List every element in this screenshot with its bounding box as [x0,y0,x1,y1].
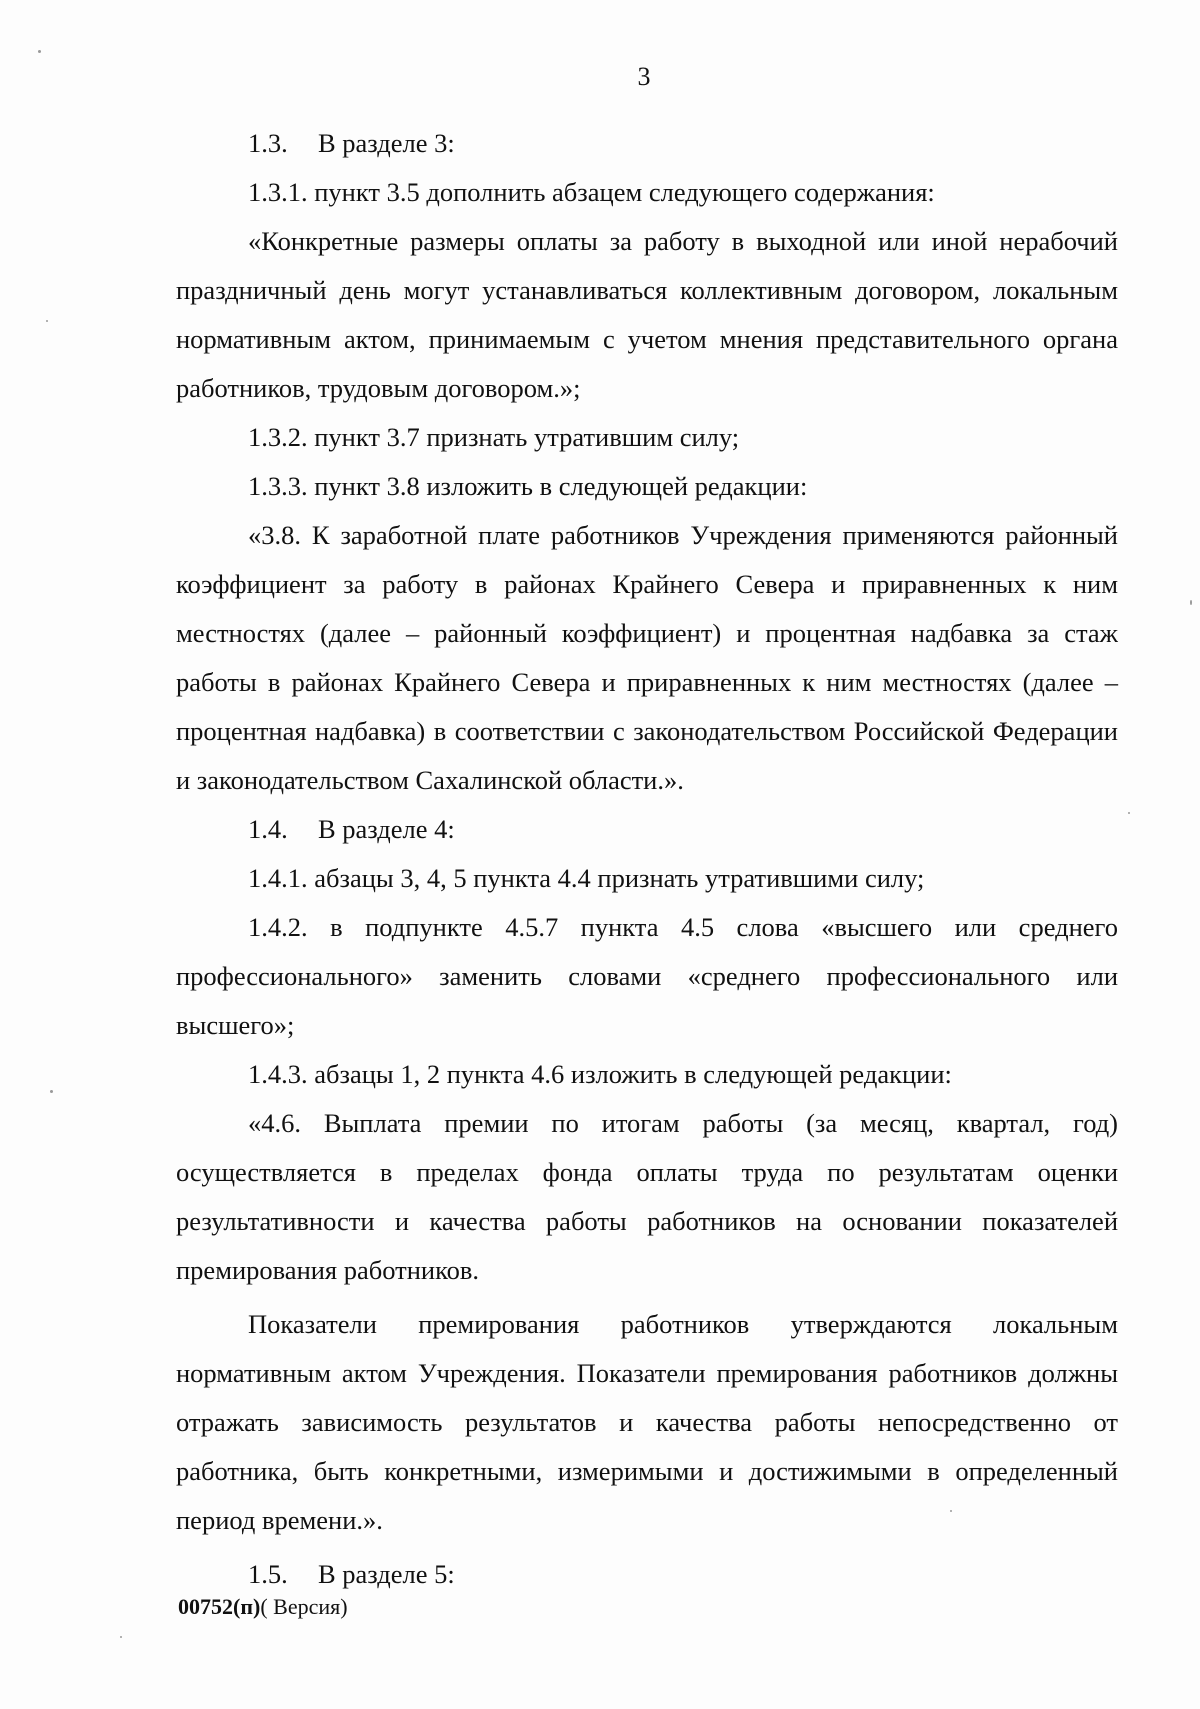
paragraph-1-3-2: 1.3.2. пункт 3.7 признать утратившим силу; [248,421,740,452]
section-number: 1.5. [248,1558,288,1589]
document-code: 00752(п) [178,1594,261,1619]
scan-speck [1190,600,1192,605]
paragraph-quote-3-8: «3.8. К заработной плате работников Учреждения применяются районный коэффициент за работу в районах Крайнего Севера и приравненных к ним местностях (далее – районный коэффициент) и процентная надбавка за стаж работы в районах Крайнего Севера и приравненных к ним местностях (далее – процентная надбавка) в соответствии с законодательством Российской Федерации и законодательством Сахалинской области.». [176,519,1118,795]
paragraph-quote-3-5: «Конкретные размеры оплаты за работу в выходной или иной нерабочий праздничный день могут устанавливаться коллективным договором, локальным нормативным актом, принимаемым с учетом мнения представительного органа работников, трудовым договором.»; [176,225,1118,403]
paragraph-quote-4-6: «4.6. Выплата премии по итогам работы (за месяц, квартал, год) осуществляется в пределах фонда оплаты труда по результатам оценки результативности и качества работы работников на основании показателей премирования работников. [176,1107,1118,1285]
scan-speck [38,50,41,53]
paragraph-bonus-indicators: Показатели премирования работников утверждаются локальным нормативным актом Учреждения. Показатели премирования работников должны отражать зависимость результатов и качества работы непосредственно от работника, быть конкретными, измеримыми и достижимыми в определенный период времени.». [176,1308,1118,1535]
document-version: ( Версия) [260,1594,348,1619]
section-title: В разделе 5: [318,1558,455,1589]
scan-speck [120,1636,122,1638]
section-number: 1.3. [248,127,288,158]
paragraph-1-4-2: 1.4.2. в подпункте 4.5.7 пункта 4.5 слова «высшего или среднего профессионального» заменить словами «среднего профессионального или высшего»; [176,911,1118,1040]
paragraph-1-4-1: 1.4.1. абзацы 3, 4, 5 пункта 4.4 признать утратившими силу; [248,862,925,893]
section-heading-1-3 [176,119,1118,168]
section-number: 1.4. [248,813,288,844]
scan-speck [46,320,48,322]
section-title: В разделе 3: [318,127,455,158]
page-number: 3 [637,62,651,91]
scan-speck [50,1090,53,1093]
scan-speck [950,1510,952,1512]
section-title: В разделе 4: [318,813,455,844]
paragraph-1-4-3: 1.4.3. абзацы 1, 2 пункта 4.6 изложить в следующей редакции: [248,1058,952,1089]
paragraph-1-3-1: 1.3.1. пункт 3.5 дополнить абзацем следующего содержания: [248,176,935,207]
document-body [176,119,1118,1599]
document-footer-code [178,1594,348,1620]
section-heading-1-4 [176,805,1118,854]
section-heading-1-5 [176,1550,1118,1599]
paragraph-1-3-3: 1.3.3. пункт 3.8 изложить в следующей редакции: [248,470,808,501]
scan-speck [1128,812,1130,814]
